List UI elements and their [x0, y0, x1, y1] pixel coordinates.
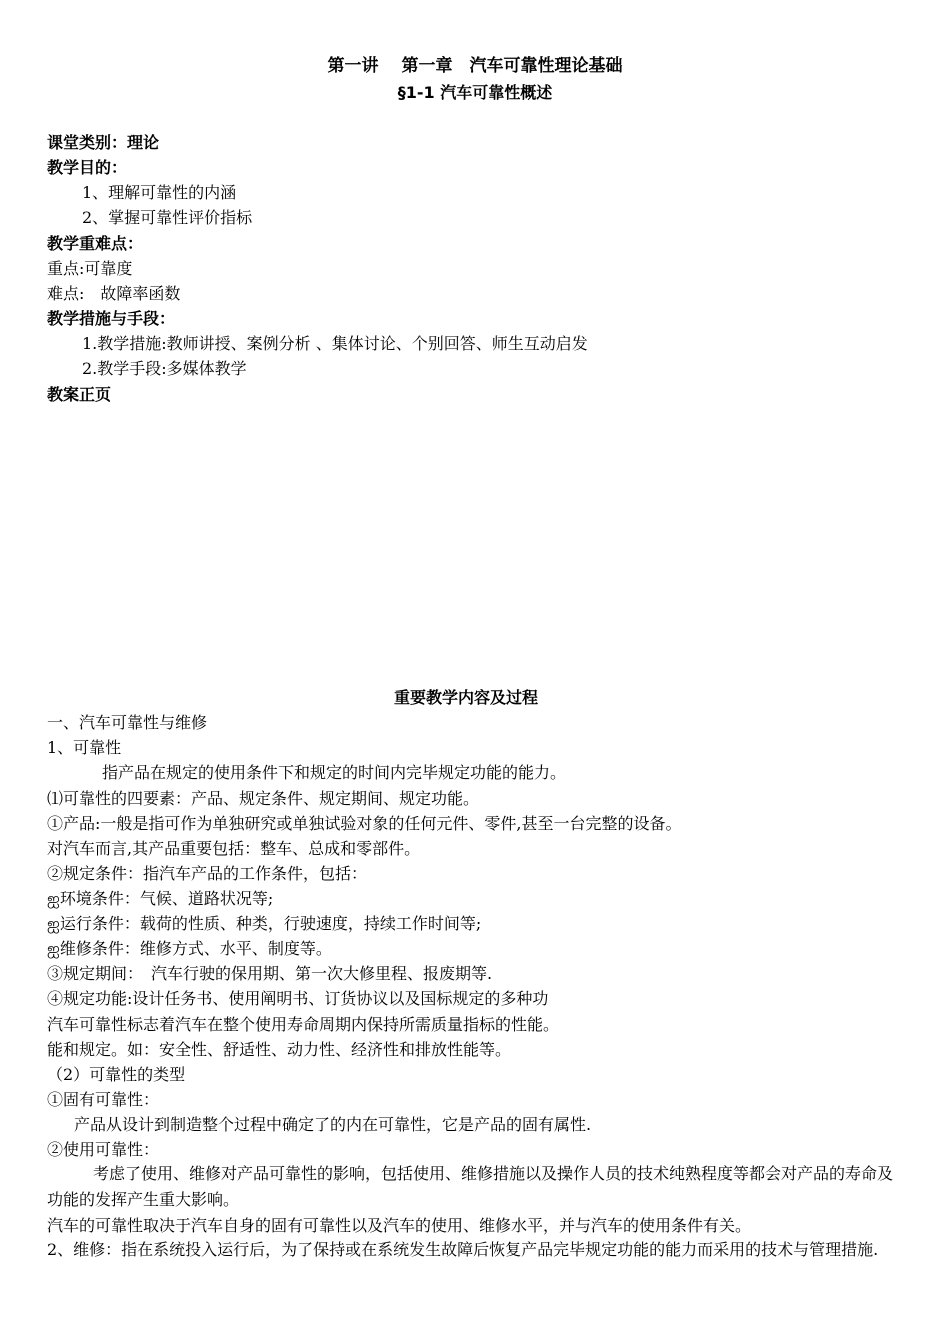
body-line: ①固有可靠性：: [47, 1090, 160, 1109]
body-line: 产品从设计到制造整个过程中确定了的内在可靠性，它是产品的固有属性.: [74, 1115, 592, 1134]
difficult-point: 难点: 故障率函数: [47, 284, 181, 303]
body-line: ①产品:一般是指可作为单独研究或单独试验对象的任何元件、零件,甚至一台完整的设备。: [47, 814, 682, 833]
keypoints-label: 教学重难点：: [47, 234, 144, 253]
list-item: ஐ环境条件：气候、道路状况等;: [47, 889, 274, 908]
body-line: ②使用可靠性：: [47, 1140, 160, 1159]
body-line: 汽车可靠性标志着汽车在整个使用寿命周期内保持所需质量指标的性能。: [47, 1015, 560, 1034]
method-item: 1.教学措施:教师讲授、案例分析 、集体讨论、个别回答、师生互动启发: [82, 334, 588, 353]
list-item: ஐ维修条件：维修方式、水平、制度等。: [47, 939, 332, 958]
section-heading: 一、汽车可靠性与维修: [47, 713, 208, 732]
list-item: ஐ运行条件：载荷的性质、种类，行驶速度，持续工作时间等;: [47, 914, 482, 933]
content-heading: 重要教学内容及过程: [394, 688, 539, 707]
body-line: ②规定条件：指汽车产品的工作条件，包括：: [47, 864, 368, 883]
objective-item: 1、理解可靠性的内涵: [82, 183, 237, 202]
section-subtitle: §1-1 汽车可靠性概述: [397, 83, 553, 102]
objectives-label: 教学目的：: [47, 158, 128, 177]
body-paragraph: 2、维修：指在系统投入运行后，为了保持或在系统发生故障后恢复产品完毕规定功能的能力而采用的技术与管理措施.: [47, 1240, 879, 1259]
body-paragraph: 考虑了使用、维修对产品可靠性的影响，包括使用、维修措施以及操作人员的技术纯熟程度等都会对产品的寿命及功能的发挥产生重大影响。: [47, 1164, 894, 1209]
subsection-heading: 1、可靠性: [47, 738, 122, 757]
body-line: 汽车的可靠性取决于汽车自身的固有可靠性以及汽车的使用、维修水平，并与汽车的使用条件有关。: [47, 1216, 752, 1235]
body-line: ④规定功能:设计任务书、使用阐明书、订货协议以及国标规定的多种功: [47, 989, 549, 1008]
plan-label: 教案正页: [47, 385, 112, 404]
body-line: ③规定期间： 汽车行驶的保用期、第一次大修里程、报废期等.: [47, 964, 493, 983]
body-line: 指产品在规定的使用条件下和规定的时间内完毕规定功能的能力。: [102, 763, 567, 782]
subsection-heading: （2）可靠性的类型: [47, 1065, 186, 1084]
method-item: 2.教学手段:多媒体教学: [82, 359, 247, 378]
objective-item: 2、掌握可靠性评价指标: [82, 208, 253, 227]
class-type: 课堂类别：理论: [47, 133, 160, 152]
methods-label: 教学措施与手段：: [47, 309, 176, 328]
page-title: 第一讲 第一章 汽车可靠性理论基础: [327, 56, 623, 76]
key-point: 重点:可靠度: [47, 259, 133, 278]
body-line: 能和规定。如：安全性、舒适性、动力性、经济性和排放性能等。: [47, 1040, 512, 1059]
body-line: 对汽车而言,其产品重要包括：整车、总成和零部件。: [47, 839, 421, 858]
body-line: ⑴可靠性的四要素：产品、规定条件、规定期间、规定功能。: [47, 789, 480, 808]
